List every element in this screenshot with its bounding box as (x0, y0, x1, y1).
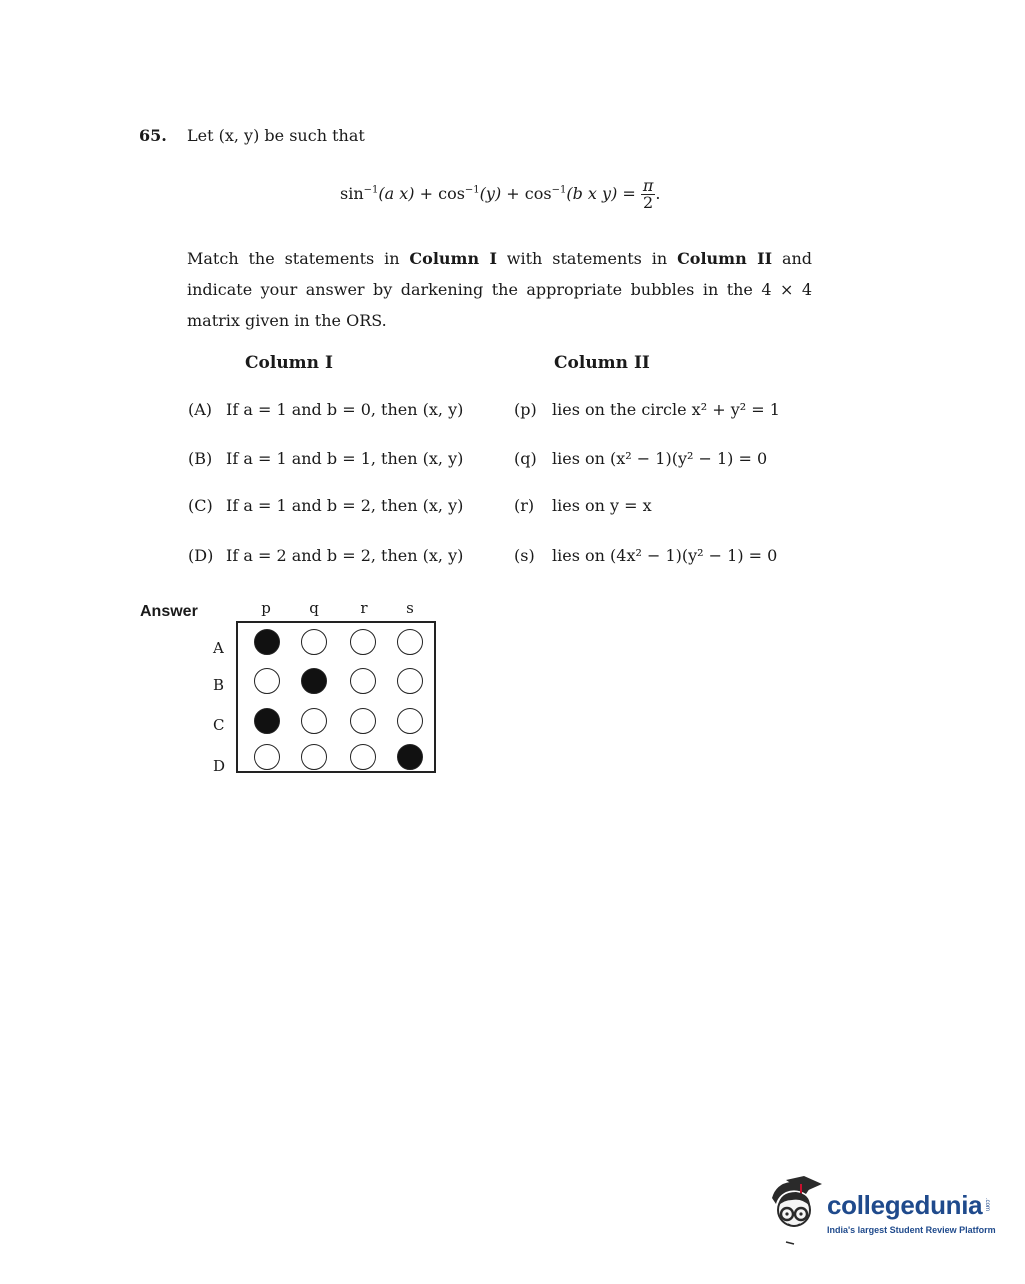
bubble[interactable] (397, 744, 423, 770)
bubble[interactable] (301, 629, 327, 655)
col2-text: lies on (x² − 1)(y² − 1) = 0 (552, 449, 768, 468)
col1-text: If a = 2 and b = 2, then (x, y) (226, 546, 464, 565)
eq-term1-arg: (a x) (378, 184, 415, 203)
matrix-col-label: q (309, 599, 319, 617)
col1-text: If a = 1 and b = 0, then (x, y) (226, 400, 464, 419)
bubble[interactable] (301, 744, 327, 770)
brand-com: .com (984, 1198, 990, 1212)
eq-plus2: + (501, 184, 525, 203)
brand-name: collegedunia (827, 1190, 983, 1220)
eq-inv2: −1 (464, 184, 480, 196)
bubble[interactable] (254, 668, 280, 694)
eq-inv1: −1 (363, 184, 379, 196)
col1-label: (A) (188, 400, 213, 419)
eq-inv3: −1 (551, 184, 567, 196)
bubble[interactable] (397, 629, 423, 655)
col1-label: (D) (188, 546, 214, 565)
bubble[interactable] (254, 744, 280, 770)
brand-tagline: India's largest Student Review Platform (827, 1225, 996, 1235)
matrix-row-label: D (213, 757, 226, 775)
bubble[interactable] (350, 708, 376, 734)
bubble[interactable] (350, 668, 376, 694)
eq-plus1: + (414, 184, 439, 203)
matrix-row-label: A (213, 639, 224, 657)
col1-item (188, 449, 463, 468)
col2-text: lies on the circle x² + y² = 1 (552, 400, 780, 419)
equation (340, 178, 661, 211)
col1-label: (C) (188, 496, 213, 515)
col2-label: (q) (514, 449, 537, 468)
bubble[interactable] (350, 629, 376, 655)
col1-text: If a = 1 and b = 1, then (x, y) (226, 449, 464, 468)
para-bold2: Column II (677, 249, 773, 268)
answer-matrix (236, 621, 436, 773)
col2-item (514, 496, 652, 515)
answer-label: Answer (140, 603, 198, 620)
col2-item (514, 546, 777, 565)
para-bold1: Column I (409, 249, 497, 268)
col2-text: lies on y = x (552, 496, 652, 515)
bubble[interactable] (301, 668, 327, 694)
matrix-col-label: s (406, 599, 414, 617)
col2-text: lies on (4x² − 1)(y² − 1) = 0 (552, 546, 778, 565)
col2-label: (r) (514, 496, 535, 515)
col2-label: (s) (514, 546, 535, 565)
para-part2: with statements in (496, 249, 678, 268)
question-number: 65. (139, 126, 167, 145)
bubble[interactable] (301, 708, 327, 734)
eq-term1-fn: sin (340, 184, 364, 203)
eq-fraction (641, 178, 656, 211)
bubble[interactable] (254, 708, 280, 734)
col1-item (188, 400, 463, 419)
collegedunia-mascot-icon (766, 1176, 826, 1246)
eq-term3-fn: cos (524, 184, 552, 203)
matrix-col-label: r (360, 599, 368, 617)
eq-denominator: 2 (643, 193, 654, 212)
eq-term2-arg: (y) (479, 184, 502, 203)
instruction-paragraph (187, 243, 812, 336)
para-part1: Match the statements in (187, 249, 410, 268)
eq-equals: = (617, 184, 641, 203)
col1-item (188, 496, 463, 515)
eq-term2-fn: cos (438, 184, 465, 203)
col1-text: If a = 1 and b = 2, then (x, y) (226, 496, 464, 515)
eq-end: . (655, 184, 661, 203)
bubble[interactable] (397, 668, 423, 694)
col1-item (188, 546, 463, 565)
eq-numerator: π (642, 176, 654, 195)
matrix-row-label: C (213, 716, 225, 734)
column-1-heading: Column I (245, 353, 333, 373)
col2-item (514, 400, 780, 419)
col2-item (514, 449, 767, 468)
matrix-col-label: p (261, 599, 271, 617)
bubble[interactable] (350, 744, 376, 770)
column-2-heading: Column II (554, 353, 650, 373)
matrix-row-label: B (213, 676, 225, 694)
col2-label: (p) (514, 400, 537, 419)
bubble[interactable] (254, 629, 280, 655)
bubble[interactable] (397, 708, 423, 734)
eq-term3-arg: (b x y) (566, 184, 618, 203)
para-part3: and indicate your answer by darkening the appropriate bubbles in the 4 × 4 matrix given in the ORS. (187, 249, 813, 330)
question-intro: Let (x, y) be such that (187, 126, 365, 145)
col1-label: (B) (188, 449, 213, 468)
